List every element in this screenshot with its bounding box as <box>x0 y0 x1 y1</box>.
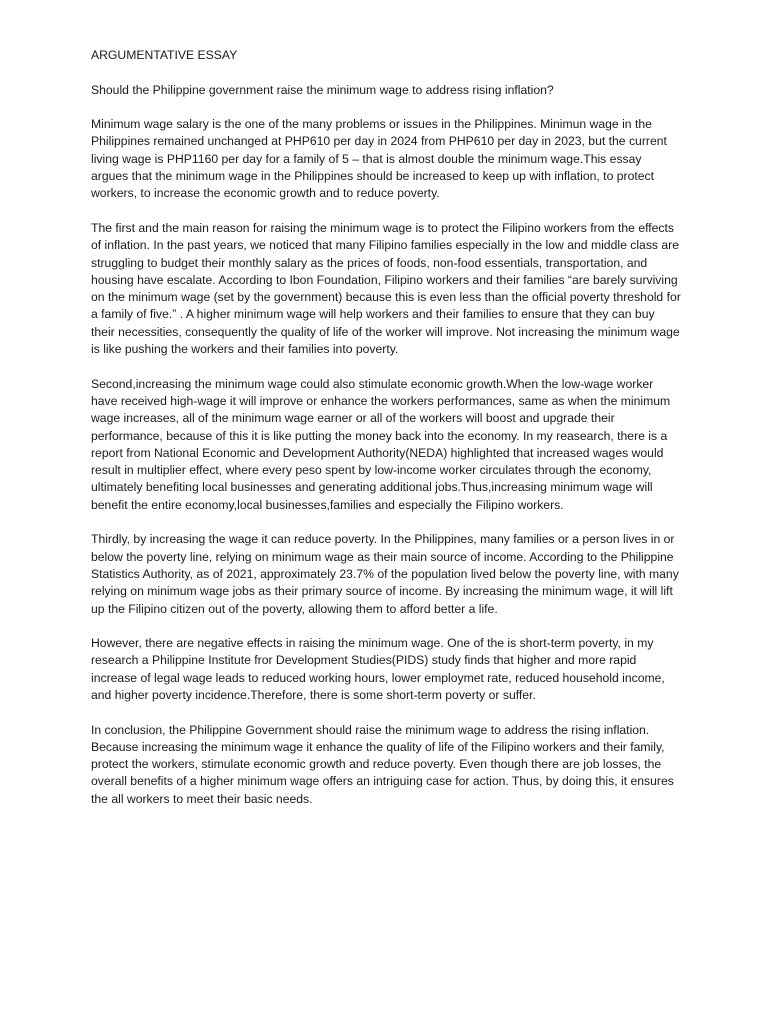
paragraph-introduction: Minimum wage salary is the one of the many problems or issues in the Philippines. Minimun wage in the Philippines remained unchanged at PHP610 per day in 2024 from PHP610 per day in 2023, but the current living wage is PHP1160 per day for a family of 5 – that is almost double the minimum wage.This essay argues that the minimum wage in the Philippines should be increased to keep up with inflation, to protect workers, to increase the economic growth and to reduce poverty. <box>91 117 667 201</box>
essay-question: Should the Philippine government raise the minimum wage to address rising inflation? <box>91 82 554 97</box>
paragraph-inflation-protection: The first and the main reason for raising the minimum wage is to protect the Filipino workers from the effects of inflation. In the past years, we noticed that many Filipino families especially in the low and middle class are struggling to budget their monthly salary as the prices of foods, non-food essentials, transportation, and housing have escalate. According to Ibon Foundation, Filipino workers and their families “are barely surviving on the minimum wage (set by the government) because this is even less than the official poverty threshold for a family of five.” . A higher minimum wage will help workers and their families to ensure that they can buy their necessities, consequently the quality of life of the worker will improve. Not increasing the minimum wage is like pushing the workers and their families into poverty. <box>91 220 681 357</box>
essay-body <box>91 47 681 825</box>
paragraph-economic-growth: Second,increasing the minimum wage could also stimulate economic growth.When the low-wage worker have received high-wage it will improve or enhance the workers performances, same as when the minimum wage increases, all of the minimum wage earner or all of the workers will boost and upgrade their performance, because of this it is like putting the money back into the economy. In my reasearch, there is a report from National Economic and Development Authority(NEDA) highlighted that increased wages would result in multiplier effect, where every peso spent by low-income worker circulates through the economy, ultimately benefiting local businesses and generating additional jobs.Thus,increasing minimum wage will benefit the entire economy,local businesses,families and especially the Filipino workers. <box>91 376 671 512</box>
essay-title: ARGUMENTATIVE ESSAY <box>91 48 238 62</box>
paragraph-reduce-poverty: Thirdly, by increasing the wage it can reduce poverty. In the Philippines, many families or a person lives in or below the poverty line, relying on minimum wage as their main source of income. According to the Philippine Statistics Authority, as of 2021, approximately 23.7% of the population lived below the poverty line, with many relying on minimum wage jobs as their primary source of income. By increasing the minimum wage, it will lift up the Filipino citizen out of the poverty, allowing them to afford better a life. <box>91 532 679 616</box>
paragraph-counterargument: However, there are negative effects in raising the minimum wage. One of the is short-term poverty, in my research a Philippine Institute fror Development Studies(PIDS) study finds that higher and more rapid increase of legal wage leads to reduced working hours, lower employmet rate, reduced household income, and higher poverty incidence.Therefore, there is some short-term poverty or suffer. <box>91 636 665 702</box>
paragraph-conclusion: In conclusion, the Philippine Government should raise the minimum wage to address the rising inflation. Because increasing the minimum wage it enhance the quality of life of the Filipino workers and their family, protect the workers, stimulate economic growth and reduce poverty. Even though there are job losses, the overall benefits of a higher minimum wage offers an intriguing case for action. Thus, by doing this, it ensures the all workers to meet their basic needs. <box>91 722 674 806</box>
